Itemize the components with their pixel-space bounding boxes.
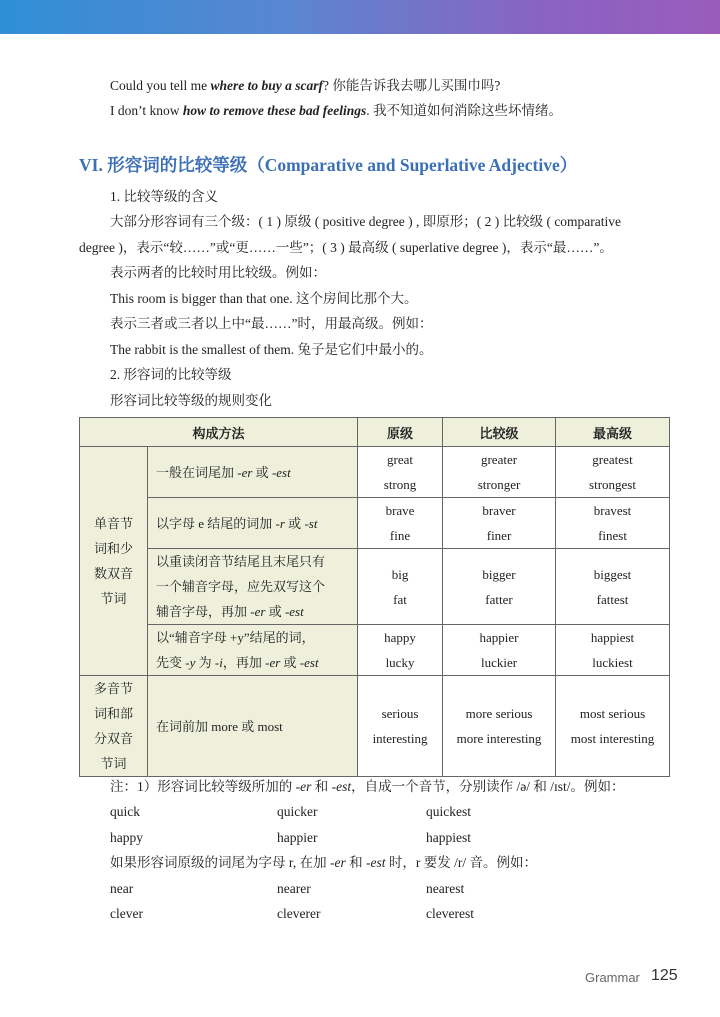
superlative-cell: bravest finest: [556, 498, 670, 549]
superlative-cell: happiest luckiest: [556, 625, 670, 676]
word-positive: clever: [110, 906, 143, 921]
comparative-cell: happier luckier: [443, 625, 556, 676]
positive-cell: big fat: [358, 549, 443, 625]
group-monosyllabic: 单音节 词和少 数双音 节词: [80, 447, 148, 676]
note-line: 如果形容词原级的词尾为字母 r, 在加 -er 和 -est 时，r 要发 /r/ 音。例如：: [110, 855, 537, 870]
table-row: [80, 447, 670, 498]
method-cell: 以字母 e 结尾的词加 -r 或 -st: [148, 498, 358, 549]
subheading: 1. 比较等级的含义: [110, 189, 218, 204]
word-comparative: cleverer: [277, 906, 321, 921]
header-comparative: 比较级: [443, 418, 556, 447]
comparative-cell: bigger fatter: [443, 549, 556, 625]
word-positive: near: [110, 881, 134, 896]
method-cell: 在词前加 more 或 most: [148, 676, 358, 777]
table-row: [80, 549, 670, 625]
group-polysyllabic: 多音节 词和部 分双音 节词: [80, 676, 148, 777]
header-positive: 原级: [358, 418, 443, 447]
footer-section-label: Grammar: [585, 970, 640, 985]
word-superlative: nearest: [426, 881, 465, 896]
superlative-cell: greatest strongest: [556, 447, 670, 498]
table-row: [80, 498, 670, 549]
superlative-cell: biggest fattest: [556, 549, 670, 625]
paragraph-line: 表示三者或三者以上中“最……”时，用最高级。例如：: [110, 316, 433, 331]
page-number: 125: [651, 967, 678, 984]
paragraph-line: degree )，表示“较……”或“更……一些”；( 3 ) 最高级 ( superlative degree )，表示“最……”。: [79, 240, 613, 255]
word-superlative: happiest: [426, 830, 471, 845]
example-sentence: I don’t know how to remove these bad feelings. 我不知道如何消除这些坏情绪。: [110, 103, 562, 118]
method-cell: 以“辅音字母 +y”结尾的词， 先变 -y 为 -i，再加 -er 或 -est: [148, 625, 358, 676]
comparison-table: [79, 417, 670, 777]
example-sentence: This room is bigger than that one. 这个房间比那个大。: [110, 291, 418, 306]
table-caption: 形容词比较等级的规则变化: [110, 393, 272, 408]
positive-cell: serious interesting: [358, 676, 443, 777]
paragraph-line: 大部分形容词有三个级：( 1 ) 原级 ( positive degree ) , 即原形；( 2 ) 比较级 ( comparative: [110, 214, 622, 229]
word-comparative: nearer: [277, 881, 311, 896]
word-superlative: quickest: [426, 804, 471, 819]
header-superlative: 最高级: [556, 418, 670, 447]
subheading: 2. 形容词的比较等级: [110, 367, 232, 382]
method-cell: 一般在词尾加 -er 或 -est: [148, 447, 358, 498]
superlative-cell: most serious most interesting: [556, 676, 670, 777]
word-positive: quick: [110, 804, 140, 819]
word-comparative: happier: [277, 830, 318, 845]
table-row: [80, 676, 670, 777]
word-comparative: quicker: [277, 804, 318, 819]
example-sentence: Could you tell me where to buy a scarf? 你能告诉我去哪儿买围巾吗?: [110, 78, 501, 93]
note-line: 注：1）形容词比较等级所加的 -er 和 -est，自成一个音节，分别读作 /ə/ 和 /ɪst/。例如：: [110, 779, 625, 794]
comparative-cell: braver finer: [443, 498, 556, 549]
comparative-cell: greater stronger: [443, 447, 556, 498]
paragraph-line: 表示两者的比较时用比较级。例如：: [110, 265, 326, 280]
word-positive: happy: [110, 830, 143, 845]
top-color-bar: [0, 0, 720, 34]
positive-cell: great strong: [358, 447, 443, 498]
positive-cell: brave fine: [358, 498, 443, 549]
method-cell: 以重读闭音节结尾且末尾只有 一个辅音字母，应先双写这个 辅音字母，再加 -er 或 -est: [148, 549, 358, 625]
word-superlative: cleverest: [426, 906, 474, 921]
header-method: 构成方法: [80, 418, 358, 447]
table-row: [80, 625, 670, 676]
example-sentence: The rabbit is the smallest of them. 兔子是它们中最小的。: [110, 342, 433, 357]
comparative-cell: more serious more interesting: [443, 676, 556, 777]
positive-cell: happy lucky: [358, 625, 443, 676]
table-header-row: [80, 418, 670, 447]
section-heading: VI. 形容词的比较等级（Comparative and Superlative Adjective）: [79, 155, 578, 175]
